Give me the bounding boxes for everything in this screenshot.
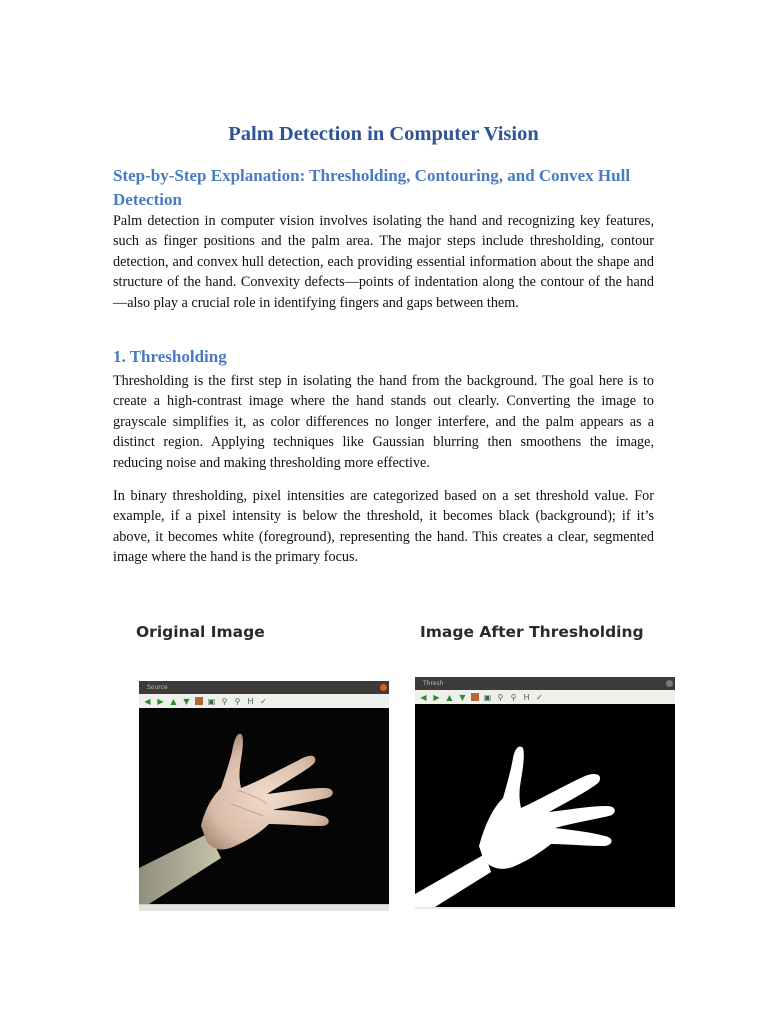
thresholding-paragraph-1: Thresholding is the first step in isolating the hand from the background. The goal here is to create a high-contrast image where the hand stands out clearly. Converting the image to grayscale simplifies it, as color differences no longer interfere, and the palm appears as a distinct region. Applying techniques like Gaussian blurring then smoothens the image, reducing noise and making thresholding more effective.	[113, 373, 654, 471]
thresholded-hand-silhouette	[415, 704, 675, 907]
source-image-viewport	[139, 708, 389, 904]
arrow-down-icon[interactable]: ▼	[183, 696, 190, 706]
thresh-window-toolbar	[415, 690, 675, 704]
arrow-up-icon[interactable]: ▲	[170, 696, 177, 706]
arrow-up-icon[interactable]: ▲	[446, 692, 453, 702]
thresh-image-viewport	[415, 704, 675, 907]
arrow-right-icon[interactable]: ▶	[157, 696, 164, 706]
source-window-title: Source	[147, 684, 168, 691]
section-heading-thresholding: 1. Thresholding	[113, 347, 227, 366]
settings-icon[interactable]: ✓	[536, 692, 543, 702]
source-image-window	[139, 681, 389, 911]
source-window-toolbar	[139, 694, 389, 708]
thresholding-paragraph-2: In binary thresholding, pixel intensities are categorized based on a set threshold value. For example, if a pixel intensity is below the threshold, it becomes black (background); if it’s above, it becomes white (foreground), representing the hand. This creates a clear, segmented image where the hand is the primary focus.	[113, 488, 654, 566]
zoom-actual-icon[interactable]: H	[247, 696, 254, 706]
arrow-right-icon[interactable]: ▶	[433, 692, 440, 702]
arrow-down-icon[interactable]: ▼	[459, 692, 466, 702]
zoom-actual-icon[interactable]: H	[523, 692, 530, 702]
close-icon[interactable]	[666, 680, 673, 687]
close-icon[interactable]	[380, 684, 387, 691]
zoom-in-icon[interactable]: ⚲	[221, 696, 228, 706]
zoom-in-icon[interactable]: ⚲	[497, 692, 504, 702]
original-hand-photo	[139, 708, 389, 904]
thresh-window-title: Thresh	[423, 680, 444, 687]
document-title: Palm Detection in Computer Vision	[228, 123, 539, 145]
arrow-left-icon[interactable]: ◀	[420, 692, 427, 702]
settings-icon[interactable]: ✓	[260, 696, 267, 706]
document-subtitle: Step-by-Step Explanation: Thresholding, Contouring, and Convex Hull Detection	[113, 166, 631, 209]
source-window-titlebar	[139, 681, 389, 694]
save-icon[interactable]	[195, 697, 203, 705]
zoom-fit-icon[interactable]: ▣	[207, 696, 216, 706]
caption-image-after-thresholding: Image After Thresholding	[420, 623, 644, 641]
arrow-left-icon[interactable]: ◀	[144, 696, 151, 706]
caption-original-image: Original Image	[136, 623, 265, 641]
zoom-out-icon[interactable]: ⚲	[234, 696, 241, 706]
zoom-fit-icon[interactable]: ▣	[483, 692, 492, 702]
zoom-out-icon[interactable]: ⚲	[510, 692, 517, 702]
intro-paragraph: Palm detection in computer vision involves isolating the hand and recognizing key features, such as finger positions and the palm area. The major steps include thresholding, contour detection, and convex hull detection, each providing essential information about the shape and structure of the hand. Convexity defects—points of indentation along the contour of the hand—also play a crucial role in identifying fingers and gaps between them.	[113, 213, 654, 311]
source-window-statusbar	[139, 904, 389, 911]
thresh-window-titlebar	[415, 677, 675, 690]
save-icon[interactable]	[471, 693, 479, 701]
thresh-image-window	[415, 677, 675, 909]
